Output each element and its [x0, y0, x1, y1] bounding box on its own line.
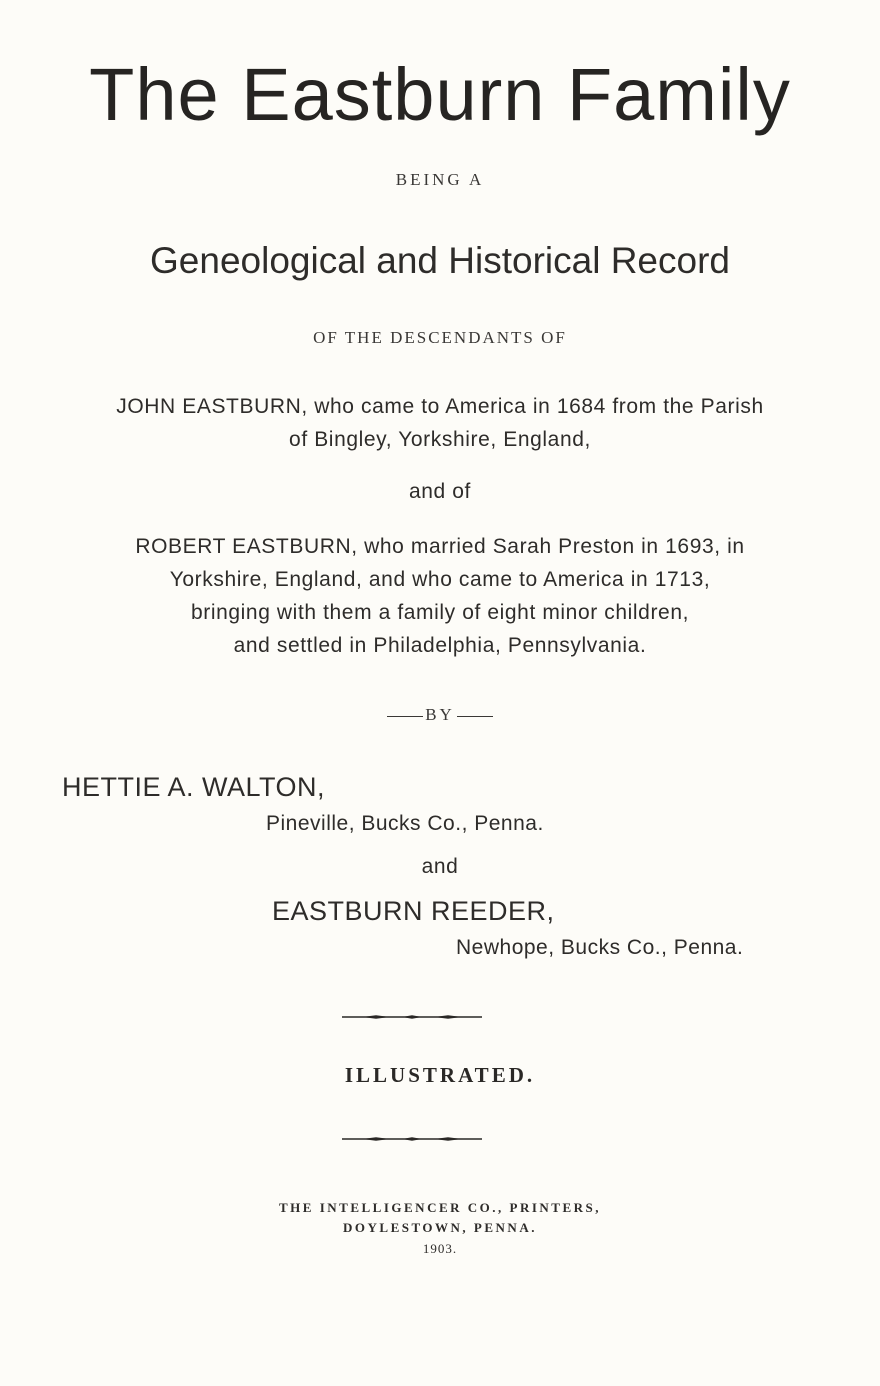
ornament-rule-bottom	[340, 1135, 484, 1143]
book-subtitle: Geneological and Historical Record	[150, 240, 730, 281]
printer-line-2: DOYLESTOWN, PENNA.	[343, 1220, 537, 1235]
author-2-place: Newhope, Bucks Co., Penna.	[456, 936, 744, 959]
by-dash-left	[387, 716, 423, 717]
and-text: and	[421, 855, 459, 878]
being-a-text: BEING A	[395, 170, 485, 189]
author-1-name: HETTIE A. WALTON,	[62, 772, 326, 802]
john-eastburn-line-1: JOHN EASTBURN, who came to America in 1684 from the Parish	[116, 395, 764, 418]
author-2-name: EASTBURN REEDER,	[272, 896, 555, 926]
book-title: The Eastburn Family	[89, 53, 791, 136]
and-of-text: and of	[409, 480, 471, 503]
ornament-rule-top	[340, 1013, 484, 1021]
author-1-place: Pineville, Bucks Co., Penna.	[266, 812, 544, 835]
john-eastburn-line-2: of Bingley, Yorkshire, England,	[289, 428, 591, 451]
illustrated-text: ILLUSTRATED.	[344, 1063, 536, 1087]
of-descendants-text: OF THE DESCENDANTS OF	[313, 328, 567, 347]
by-dash-right	[457, 716, 493, 717]
printer-year: 1903.	[422, 1241, 458, 1256]
by-text: BY	[425, 705, 455, 724]
robert-eastburn-line-4: and settled in Philadelphia, Pennsylvania.	[233, 634, 647, 657]
by-line	[0, 705, 880, 725]
robert-eastburn-line-3: bringing with them a family of eight minor children,	[190, 601, 690, 624]
printer-line-1: THE INTELLIGENCER CO., PRINTERS,	[279, 1200, 601, 1215]
robert-eastburn-line-2: Yorkshire, England, and who came to America in 1713,	[169, 568, 711, 591]
robert-eastburn-line-1: ROBERT EASTBURN, who married Sarah Preston in 1693, in	[135, 535, 745, 558]
